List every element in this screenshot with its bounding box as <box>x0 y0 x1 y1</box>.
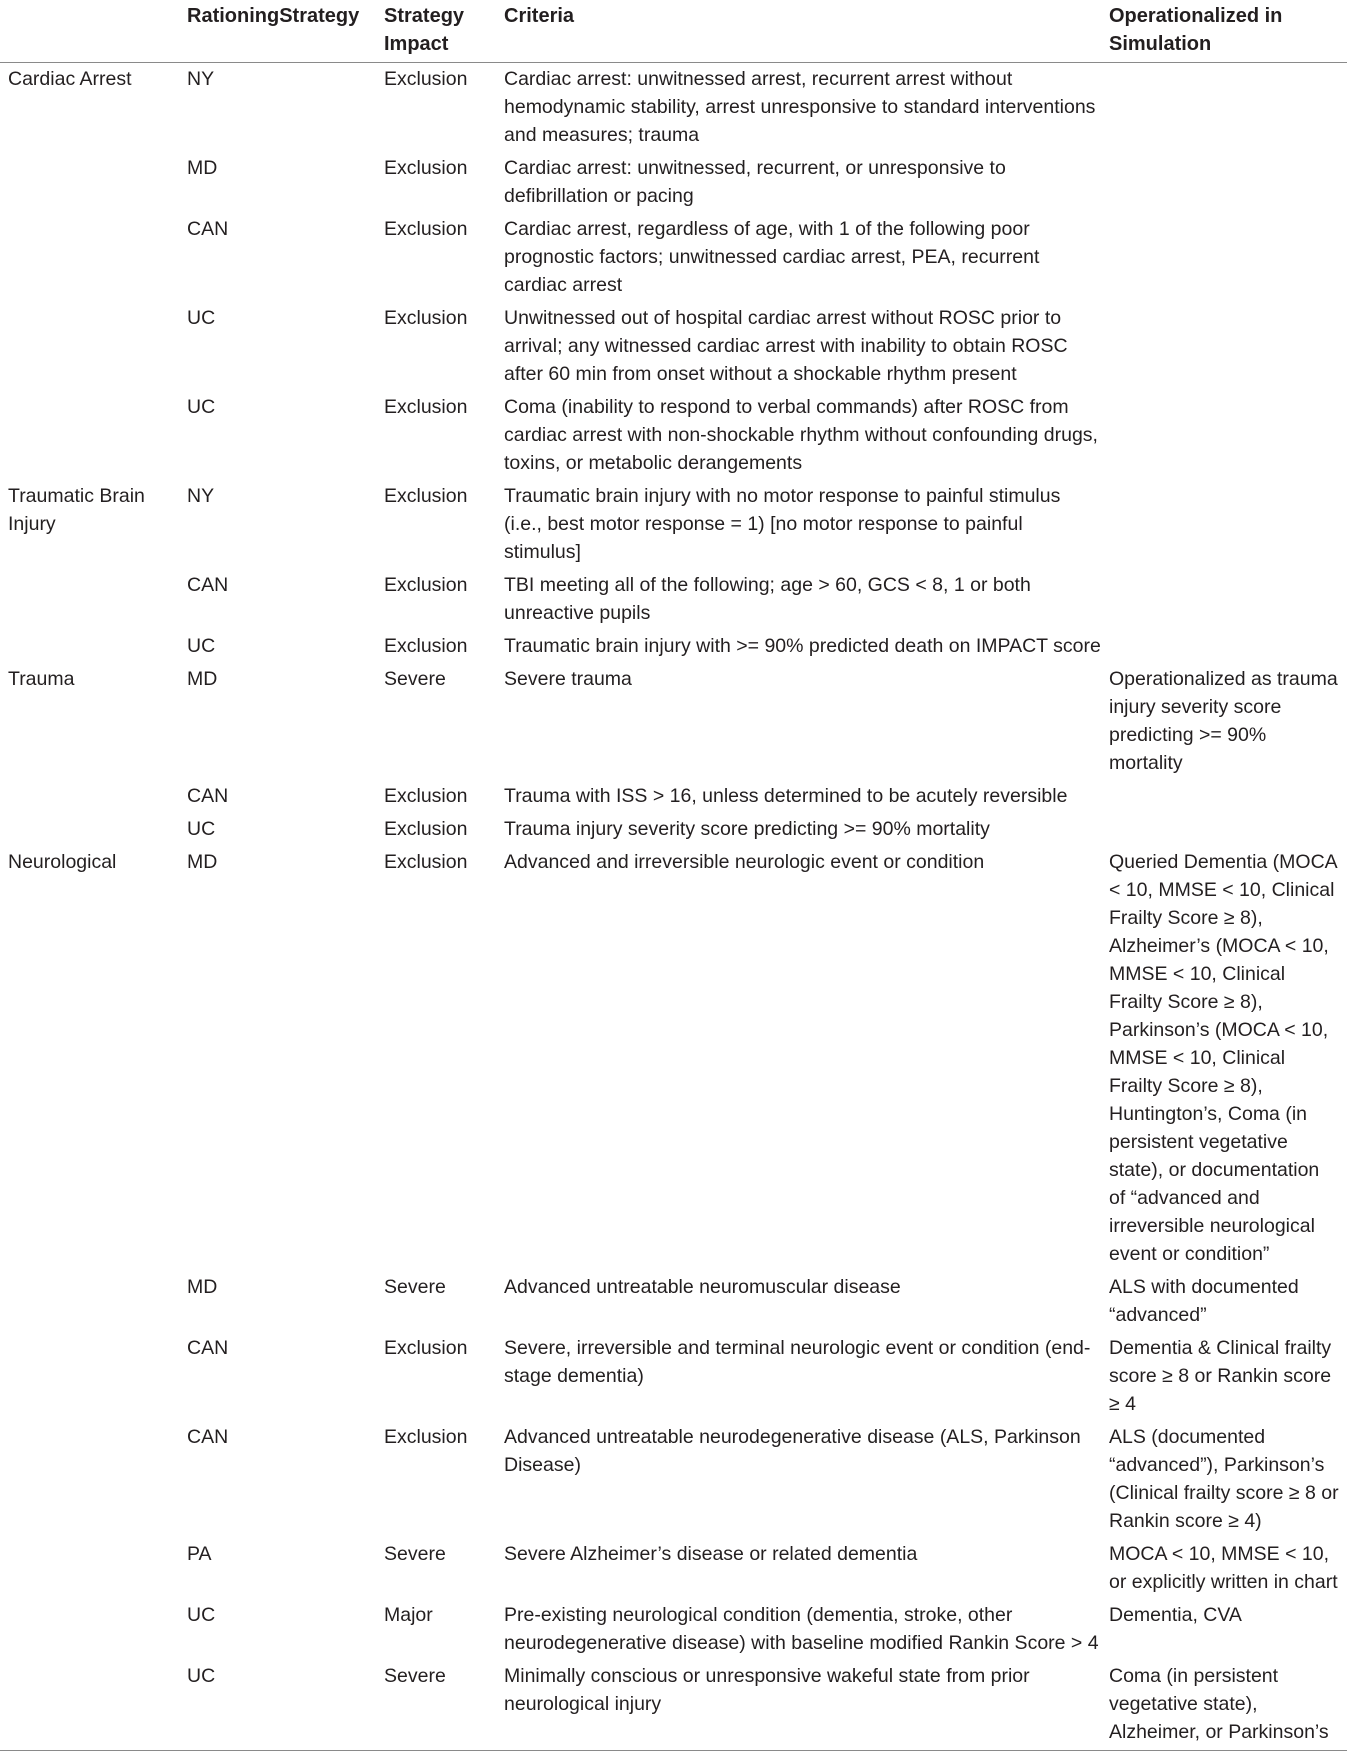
cell-strategy-impact: Exclusion <box>384 818 468 840</box>
cell-strategy-impact: Exclusion <box>384 785 468 807</box>
cell-category <box>0 1332 187 1421</box>
cell-rationing-strategy: CAN <box>187 785 229 807</box>
cell-rationing-strategy: UC <box>187 1660 384 1751</box>
cell-criteria: Advanced untreatable neurodegenerative disease (ALS, Parkinson Disease) <box>504 1426 1081 1476</box>
cell-rationing-strategy: UC <box>187 635 216 657</box>
cell-category <box>0 1271 187 1332</box>
table-header <box>0 0 1347 63</box>
cell-strategy-impact: Severe <box>384 668 446 690</box>
table-row <box>0 1660 1347 1751</box>
cell-category <box>0 813 187 846</box>
table-row <box>0 813 1347 846</box>
cell-strategy-impact: Severe <box>384 1543 446 1565</box>
table-row <box>0 780 1347 813</box>
cell-criteria: Cardiac arrest, regardless of age, with 1 of the following poor prognostic factors; unwitnessed cardiac arrest, PEA, recurrent cardiac arrest <box>504 218 1040 296</box>
cell-operationalized <box>1109 480 1347 569</box>
cell-criteria: Pre-existing neurological condition (dementia, stroke, other neurodegenerative disease) with baseline modified Rankin Score > 4 <box>504 1604 1099 1654</box>
cell-rationing-strategy: NY <box>187 68 215 90</box>
cell-operationalized <box>1109 63 1347 153</box>
cell-operationalized: Coma (in persistent vegetative state), Alzheimer, or Parkinson’s <box>1109 1660 1347 1751</box>
table-body <box>0 63 1347 1751</box>
cell-category <box>0 780 187 813</box>
cell-category <box>0 569 187 630</box>
cell-rationing-strategy: MD <box>187 668 218 690</box>
cell-category <box>0 302 187 391</box>
cell-category: Neurological <box>8 851 117 873</box>
cell-rationing-strategy: PA <box>187 1543 212 1565</box>
cell-criteria: Trauma injury severity score predicting >= 90% mortality <box>504 818 990 840</box>
cell-strategy-impact: Exclusion <box>384 396 468 418</box>
header-operationalized: Operationalized in Simulation <box>1109 0 1347 63</box>
cell-strategy-impact: Exclusion <box>384 1337 468 1359</box>
table-row <box>0 1332 1347 1421</box>
cell-category <box>0 1660 187 1751</box>
cell-rationing-strategy: CAN <box>187 1337 229 1359</box>
cell-criteria: Severe trauma <box>504 668 632 690</box>
cell-category <box>0 213 187 302</box>
cell-strategy-impact: Severe <box>384 1660 504 1751</box>
cell-strategy-impact: Exclusion <box>384 1426 468 1448</box>
cell-criteria: Traumatic brain injury with >= 90% predicted death on IMPACT score <box>504 635 1101 657</box>
cell-strategy-impact: Exclusion <box>384 218 468 240</box>
cell-operationalized: Queried Dementia (MOCA < 10, MMSE < 10, Clinical Frailty Score ≥ 8), Alzheimer’s (MOCA < 10, MMSE < 10, Clinical Frailty Score ≥ 8), Parkinson’s (MOCA < 10, MMSE < 10, Clinical Frailty Score ≥ 8), Huntington’s, Coma (in persistent vegetative state), or documentation of “advanced and irreversible neurological event or condition” <box>1109 851 1337 1265</box>
cell-criteria: Coma (inability to respond to verbal commands) after ROSC from cardiac arrest with non-shockable rhythm without confounding drugs, toxins, or metabolic derangements <box>504 396 1098 474</box>
cell-rationing-strategy: CAN <box>187 218 229 240</box>
cell-strategy-impact: Major <box>384 1604 433 1626</box>
cell-operationalized <box>1109 152 1347 213</box>
cell-operationalized <box>1109 813 1347 846</box>
cell-operationalized: MOCA < 10, MMSE < 10, or explicitly written in chart <box>1109 1543 1338 1593</box>
table-row <box>0 630 1347 663</box>
table-row <box>0 1421 1347 1538</box>
cell-category <box>0 1421 187 1538</box>
cell-strategy-impact: Exclusion <box>384 485 468 507</box>
cell-operationalized <box>1109 780 1347 813</box>
cell-strategy-impact: Severe <box>384 1276 446 1298</box>
cell-criteria: Cardiac arrest: unwitnessed, recurrent, or unresponsive to defibrillation or pacing <box>504 157 1006 207</box>
cell-category: Cardiac Arrest <box>8 68 132 90</box>
cell-operationalized <box>1109 630 1347 663</box>
cell-operationalized <box>1109 302 1347 391</box>
cell-strategy-impact: Exclusion <box>384 635 468 657</box>
cell-rationing-strategy: MD <box>187 157 218 179</box>
cell-criteria: Advanced untreatable neuromuscular disease <box>504 1276 901 1298</box>
header-strategy-impact: Strategy Impact <box>384 0 504 63</box>
cell-rationing-strategy: MD <box>187 851 218 873</box>
cell-criteria: Cardiac arrest: unwitnessed arrest, recurrent arrest without hemodynamic stability, arrest unresponsive to standard interventions and measures; trauma <box>504 68 1096 146</box>
cell-operationalized: Dementia, CVA <box>1109 1604 1242 1626</box>
cell-rationing-strategy: NY <box>187 485 215 507</box>
cell-rationing-strategy: MD <box>187 1276 218 1298</box>
cell-operationalized: ALS (documented “advanced”), Parkinson’s (Clinical frailty score ≥ 8 or Rankin score ≥ 4) <box>1109 1426 1339 1532</box>
table-row <box>0 1271 1347 1332</box>
table-row <box>0 213 1347 302</box>
cell-rationing-strategy: CAN <box>187 574 229 596</box>
cell-criteria: Severe Alzheimer’s disease or related dementia <box>504 1543 918 1565</box>
table-row <box>0 63 1347 153</box>
cell-strategy-impact: Exclusion <box>384 157 468 179</box>
cell-strategy-impact: Exclusion <box>384 68 468 90</box>
cell-category <box>0 391 187 480</box>
table-row <box>0 1599 1347 1660</box>
header-category <box>0 0 187 63</box>
table-row <box>0 846 1347 1271</box>
cell-rationing-strategy: UC <box>187 818 216 840</box>
cell-rationing-strategy: UC <box>187 307 216 329</box>
cell-criteria: Traumatic brain injury with no motor response to painful stimulus (i.e., best motor response = 1) [no motor response to painful stimulus] <box>504 485 1061 563</box>
table-row <box>0 569 1347 630</box>
cell-rationing-strategy: UC <box>187 1604 216 1626</box>
cell-category <box>0 1538 187 1599</box>
cell-strategy-impact: Exclusion <box>384 851 468 873</box>
table-row <box>0 480 1347 569</box>
cell-rationing-strategy: UC <box>187 396 216 418</box>
table-row <box>0 1538 1347 1599</box>
cell-strategy-impact: Exclusion <box>384 574 468 596</box>
header-criteria: Criteria <box>504 0 1109 63</box>
header-row <box>0 0 1347 63</box>
cell-rationing-strategy: CAN <box>187 1426 229 1448</box>
cell-criteria: Advanced and irreversible neurologic event or condition <box>504 851 985 873</box>
cell-category: Trauma <box>8 668 75 690</box>
cell-criteria: Severe, irreversible and terminal neurologic event or condition (end-stage dementia) <box>504 1337 1091 1387</box>
cell-criteria: TBI meeting all of the following; age > 60, GCS < 8, 1 or both unreactive pupils <box>504 574 1031 624</box>
cell-category: Traumatic Brain Injury <box>8 485 145 535</box>
cell-strategy-impact: Exclusion <box>384 307 468 329</box>
cell-operationalized <box>1109 569 1347 630</box>
cell-operationalized <box>1109 213 1347 302</box>
cell-operationalized: Operationalized as trauma injury severity score predicting >= 90% mortality <box>1109 668 1338 774</box>
table-row <box>0 391 1347 480</box>
header-rationing-strategy: RationingStrategy <box>187 0 384 63</box>
cell-category <box>0 152 187 213</box>
cell-operationalized <box>1109 391 1347 480</box>
table-row <box>0 152 1347 213</box>
cell-criteria: Minimally conscious or unresponsive wakeful state from prior neurological injury <box>504 1660 1109 1751</box>
cell-criteria: Unwitnessed out of hospital cardiac arrest without ROSC prior to arrival; any witnessed cardiac arrest with inability to obtain ROSC after 60 min from onset without a shockable rhythm present <box>504 307 1068 385</box>
cell-operationalized: ALS with documented “advanced” <box>1109 1276 1299 1326</box>
cell-category <box>0 1599 187 1660</box>
cell-category <box>0 630 187 663</box>
table-row <box>0 302 1347 391</box>
cell-operationalized: Dementia & Clinical frailty score ≥ 8 or Rankin score ≥ 4 <box>1109 1337 1332 1415</box>
table-row <box>0 663 1347 780</box>
cell-criteria: Trauma with ISS > 16, unless determined to be acutely reversible <box>504 785 1068 807</box>
